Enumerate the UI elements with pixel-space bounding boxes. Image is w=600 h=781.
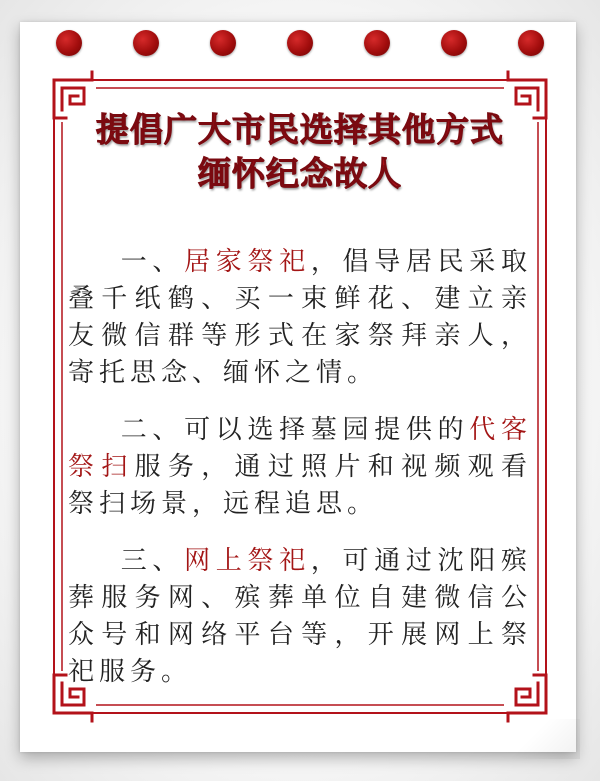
paragraph-body: ，可通过沈阳殡葬服务网、殡葬单位自建微信公众号和网络平台等，开展网上祭祀服务。 xyxy=(68,546,532,687)
paragraph-home-worship xyxy=(68,244,532,392)
paragraph-body: 服务，通过照片和视频观看祭扫场景，远程追思。 xyxy=(68,452,532,519)
paragraph-prefix: 三、 xyxy=(120,546,185,576)
paragraph-proxy-sweeping xyxy=(68,412,532,523)
highlight-term: 代客祭扫 xyxy=(68,415,532,482)
title-line-2: 缅怀纪念故人 xyxy=(198,154,402,193)
paragraph-prefix: 一、 xyxy=(120,247,185,277)
poster-content xyxy=(68,108,532,691)
paragraph-prefix: 二、可以选择墓园提供的 xyxy=(120,415,470,445)
paragraph-body: ，倡导居民采取叠千纸鹤、买一束鲜花、建立亲友微信群等形式在家祭拜亲人，寄托思念、缅怀之情。 xyxy=(68,247,532,388)
paragraph-online-worship xyxy=(68,543,532,691)
highlight-term: 网上祭祀 xyxy=(184,546,311,576)
highlight-term: 居家祭祀 xyxy=(184,247,311,277)
title-line-1: 提倡广大市民选择其他方式 xyxy=(96,110,504,149)
poster-title xyxy=(68,108,532,196)
